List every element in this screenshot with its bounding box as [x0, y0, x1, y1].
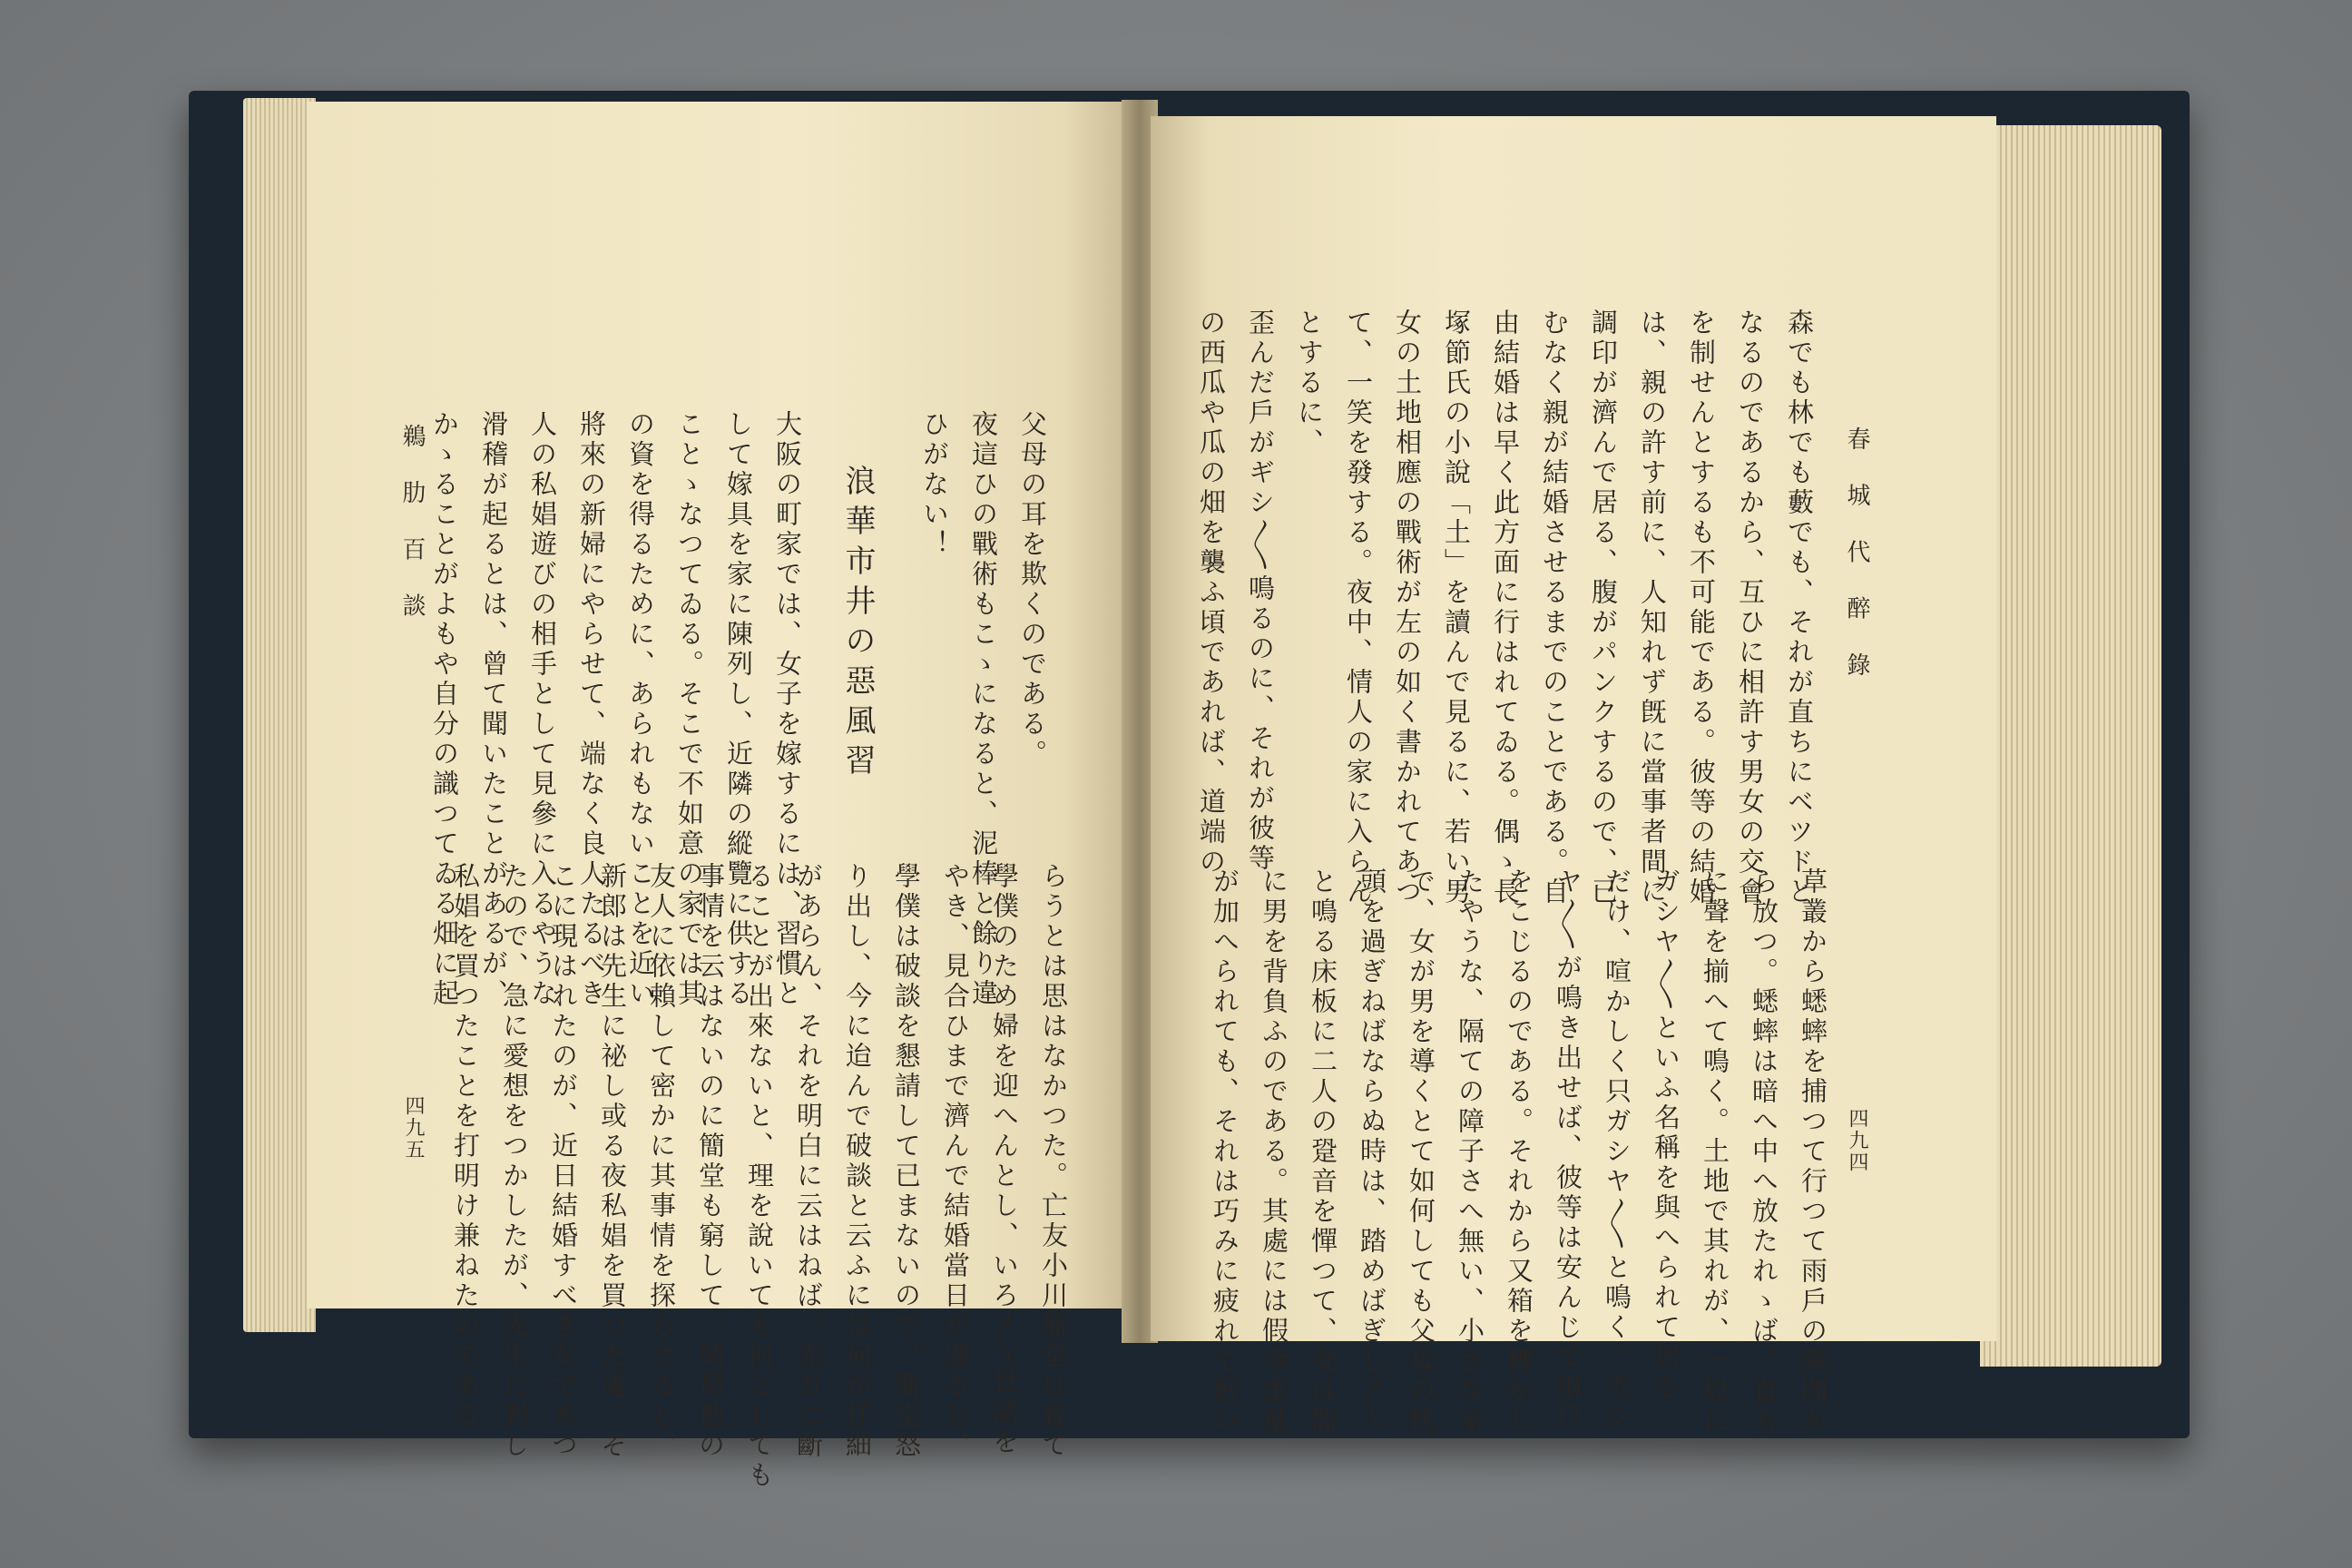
right-upper-line-5: 調印が濟んで居る、腹がパンクするので、已	[1588, 309, 1619, 907]
left-section-heading: 浪華市井の惡風習	[839, 465, 876, 784]
right-upper-line-10: て、一笑を發する。夜中、情人の家に入らん	[1343, 309, 1374, 907]
left-upper-line-1: 父母の耳を欺くのである。	[1017, 410, 1048, 769]
right-lower-line-7: をこじるのである。それから又箱を轉がし	[1504, 867, 1534, 1436]
right-lower-line-11: と鳴る床板に二人の跫音を憚つて、女は闇	[1308, 867, 1338, 1436]
right-upper-line-13: の西瓜や瓜の畑を襲ふ頃であれば、道端の	[1196, 309, 1227, 877]
left-upper-line-3: ひがない！	[919, 410, 950, 560]
right-lower-line-1: 草叢から蟋蟀を捕つて行つて雨戶の隙間か	[1798, 867, 1828, 1436]
right-page-edges	[1980, 125, 2161, 1367]
right-running-header: 春 城 代 醉 錄	[1843, 426, 1870, 690]
right-page-number: 四九四	[1846, 1108, 1868, 1173]
left-upper-line-8: ことゝなつてゐる。そこで不如意の家では其	[674, 410, 705, 1009]
right-upper-line-8: 塚節氏の小說「土」を讀んで見るに、若い男	[1441, 309, 1472, 907]
left-lower-line-10: 新郎は先生に祕し或る夜私娼を買つた處、そ	[597, 862, 628, 1461]
left-lower-line-12: たので、急に愛想をつかしたが、先生に對し	[499, 862, 530, 1461]
left-lower-line-8: 事情を云はないのに簡堂も窮して、結局他の	[695, 862, 726, 1461]
right-lower-line-10: 頭を過ぎねばならぬ時は、踏めばぎし〳〵	[1357, 867, 1387, 1433]
right-lower-line-4: ガシヤ〳〵といふ名稱を與へられて居る	[1651, 867, 1681, 1403]
right-upper-line-9: 女の土地相應の戰術が左の如く書かれてあつ	[1392, 309, 1423, 907]
right-upper-line-6: むなく親が結婚させるまでのことである。自	[1539, 309, 1570, 907]
right-lower-line-3: に聲を揃へて鳴く。土地で其れが、一般に	[1700, 867, 1730, 1436]
left-upper-line-11: 人の私娼遊びの相手として見參に入るやうな	[527, 410, 558, 1009]
left-lower-line-7: ることが出來ないと、理を說いても何としても	[744, 862, 775, 1491]
left-lower-line-6: があらん、それを明白に云はねば、先方に斷	[793, 862, 824, 1461]
right-lower-line-12: に男を背負ふのである。其處には假令重量	[1259, 867, 1289, 1436]
right-upper-line-3: を制せんとするも不可能である。彼等の結婚	[1686, 309, 1717, 907]
left-page-number: 四九五	[402, 1095, 425, 1161]
right-upper-line-2: なるのであるから、互ひに相許す男女の交會	[1735, 309, 1766, 907]
left-upper-line-12: 滑稽が起るとは、曾て聞いたことがあるが、	[478, 410, 509, 1009]
right-upper-line-12: 歪んだ戶がギシ〳〵鳴るのに、それが彼等	[1245, 309, 1276, 874]
left-lower-line-4: 學僕は破談を懇請して已まないので、簡堂怒	[891, 862, 922, 1461]
right-lower-line-6: ヤ〳〵が鳴き出せば、彼等は安んじて雨戶	[1553, 867, 1583, 1433]
left-upper-line-6: 大阪の町家では、女子を嫁するには、習慣と	[772, 410, 803, 1009]
left-lower-line-1: らうとは思はなかつた。亡友小川簡堂は曾て	[1038, 862, 1069, 1461]
left-lower-line-5: り出し、今に迨んで破談と云ふには何か仔細	[842, 862, 873, 1461]
left-lower-line-2: 學僕のため婦を迎へんとし、いろ〳〵世話を	[989, 862, 1020, 1457]
right-upper-line-11: とするに、	[1294, 309, 1325, 458]
left-lower-line-11: こに現はれたのが、近日結婚すべき女であつ	[548, 862, 579, 1461]
left-upper-line-7: して嫁具を家に陳列し、近隣の縱覽に供する	[723, 410, 754, 1009]
right-lower-line-13: が加へられても、それは巧みに疲れて眠い	[1210, 867, 1240, 1436]
right-lower-line-2: ら放つ。蟋蟀は暗へ中へ放たれゝば、直ち	[1749, 867, 1779, 1436]
right-lower-line-8: たやうな、隔ての障子さへ無い、小さな家	[1455, 867, 1485, 1436]
right-upper-line-1: 森でも林でも藪でも、それが直ちにベツドと	[1784, 309, 1815, 907]
left-upper-line-13: かゝることがよもや自分の識つてゐる畑に起	[429, 410, 460, 1009]
right-lower-line-5: だけ、喧かしく只ガシヤ〳〵と鳴く。ガシ	[1602, 867, 1632, 1433]
left-running-header: 鵜 肋 百 談	[398, 424, 426, 630]
left-page	[307, 102, 1128, 1491]
left-page-edges	[243, 98, 316, 1332]
left-upper-line-10: 將來の新婦にやらせて、端なく良人たるべき	[576, 410, 607, 1009]
right-upper-line-4: は、親の許す前に、人知れず旣に當事者間に	[1637, 309, 1668, 907]
right-upper-line-7: 由結婚は早く此方面に行はれてゐる。偶ゝ長	[1490, 309, 1521, 907]
left-lower-line-9: 友人に依賴して密かに其事情を探らせると、	[646, 862, 677, 1461]
right-lower-line-9: で、女が男を導くとて如何しても父母の枕	[1406, 867, 1436, 1436]
left-upper-line-9: の資を得るために、あられもないことを近い	[625, 410, 656, 1009]
left-upper-line-2: 夜這ひの戰術もこゝになると、泥棒と餘り違	[968, 410, 999, 1009]
left-lower-line-3: やき、見合ひまで濟んで結婚當日が逼ると、	[940, 862, 971, 1461]
left-lower-line-13: 私娼を買つたことを打明け兼ねたのである	[450, 862, 481, 1431]
right-page	[1151, 116, 1996, 1436]
